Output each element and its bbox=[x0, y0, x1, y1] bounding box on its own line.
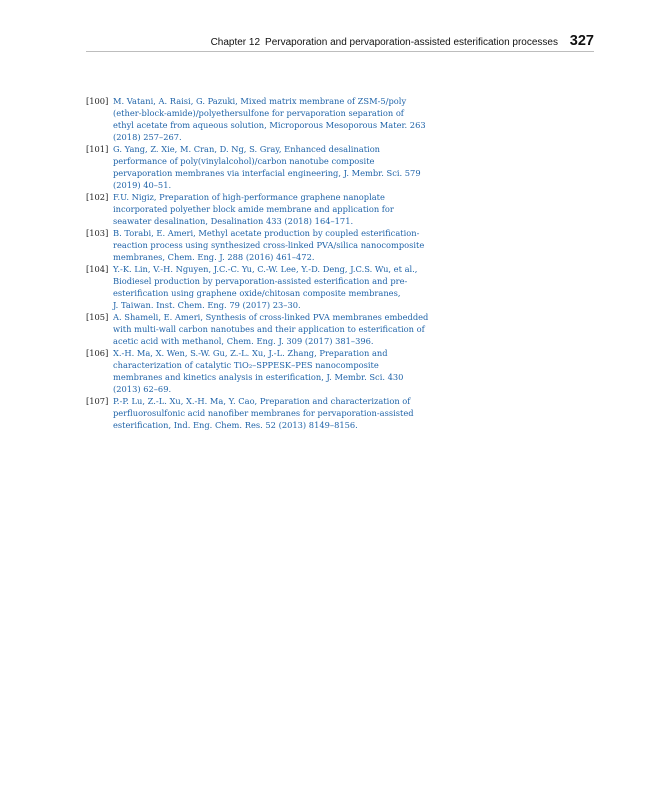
running-title bbox=[211, 37, 558, 48]
reference-text-line: X.-H. Ma, X. Wen, S.-W. Gu, Z.-L. Xu, J.-L. Zhang, Preparation and bbox=[113, 348, 388, 358]
reference-link[interactable] bbox=[113, 143, 446, 191]
reference-text-line: Y.-K. Lin, V.-H. Nguyen, J.C.-C. Yu, C.-W. Lee, Y.-D. Deng, J.C.S. Wu, et al., bbox=[113, 264, 418, 274]
reference-entry bbox=[86, 191, 446, 227]
reference-link[interactable] bbox=[113, 263, 446, 311]
reference-text-line: ethyl acetate from aqueous solution, Microporous Mesoporous Mater. 263 bbox=[113, 120, 426, 130]
reference-text-line: (ether-block-amide)/polyethersulfone for pervaporation separation of bbox=[113, 108, 404, 118]
reference-number: [102] bbox=[86, 192, 109, 202]
reference-entry bbox=[86, 395, 446, 431]
running-header bbox=[86, 33, 594, 52]
reference-text-line: M. Vatani, A. Raisi, G. Pazuki, Mixed matrix membrane of ZSM-5/poly bbox=[113, 96, 407, 106]
reference-text-line: pervaporation membranes via interfacial engineering, J. Membr. Sci. 579 bbox=[113, 168, 421, 178]
reference-link[interactable] bbox=[113, 311, 446, 347]
reference-number: [100] bbox=[86, 96, 109, 106]
reference-entry bbox=[86, 227, 446, 263]
reference-number: [101] bbox=[86, 144, 109, 154]
reference-text-line: esterification using graphene oxide/chitosan composite membranes, bbox=[113, 288, 401, 298]
reference-number: [103] bbox=[86, 228, 109, 238]
reference-link[interactable] bbox=[113, 191, 446, 227]
reference-text-line: membranes and kinetics analysis in esterification, J. Membr. Sci. 430 bbox=[113, 372, 404, 382]
reference-number: [107] bbox=[86, 396, 109, 406]
reference-text-line: seawater desalination, Desalination 433 (2018) 164–171. bbox=[113, 216, 354, 226]
reference-text-line: B. Torabi, E. Ameri, Methyl acetate production by coupled esterification- bbox=[113, 228, 420, 238]
reference-entry bbox=[86, 95, 446, 143]
reference-link[interactable] bbox=[113, 395, 446, 431]
reference-text-line: F.U. Nigiz, Preparation of high-performance graphene nanoplate bbox=[113, 192, 385, 202]
reference-text-line: P.-P. Lu, Z.-L. Xu, X.-H. Ma, Y. Cao, Preparation and characterization of bbox=[113, 396, 411, 406]
reference-text-line: reaction process using synthesized cross-linked PVA/silica nanocomposite bbox=[113, 240, 425, 250]
reference-entry bbox=[86, 311, 446, 347]
reference-entry bbox=[86, 347, 446, 395]
reference-text-line: characterization of catalytic TiO₂–SPPESK–PES nanocomposite bbox=[113, 360, 379, 370]
reference-link[interactable] bbox=[113, 347, 446, 395]
reference-text-line: (2019) 40–51. bbox=[113, 180, 172, 190]
reference-link[interactable] bbox=[113, 227, 446, 263]
page-number: 327 bbox=[569, 33, 594, 49]
chapter-label: Chapter 12 bbox=[210, 37, 261, 48]
reference-text-line: acetic acid with methanol, Chem. Eng. J. 309 (2017) 381–396. bbox=[113, 336, 374, 346]
reference-text-line: incorporated polyether block amide membrane and application for bbox=[113, 204, 394, 214]
reference-text-line: (2013) 62–69. bbox=[113, 384, 172, 394]
reference-number: [104] bbox=[86, 264, 109, 274]
reference-text-line: membranes, Chem. Eng. J. 288 (2016) 461–472. bbox=[113, 252, 315, 262]
reference-entry bbox=[86, 263, 446, 311]
reference-list bbox=[86, 95, 446, 431]
reference-text-line: J. Taiwan. Inst. Chem. Eng. 79 (2017) 23–30. bbox=[113, 300, 301, 310]
chapter-title: Pervaporation and pervaporation-assisted esterification processes bbox=[265, 37, 558, 48]
reference-text-line: with multi-wall carbon nanotubes and their application to esterification of bbox=[113, 324, 425, 334]
reference-entry bbox=[86, 143, 446, 191]
reference-number: [105] bbox=[86, 312, 109, 322]
reference-number: [106] bbox=[86, 348, 109, 358]
reference-text-line: Biodiesel production by pervaporation-assisted esterification and pre- bbox=[113, 276, 408, 286]
reference-text-line: A. Shameli, E. Ameri, Synthesis of cross-linked PVA membranes embedded bbox=[113, 312, 429, 322]
reference-text-line: G. Yang, Z. Xie, M. Cran, D. Ng, S. Gray, Enhanced desalination bbox=[113, 144, 381, 154]
reference-text-line: performance of poly(vinylalcohol)/carbon nanotube composite bbox=[113, 156, 375, 166]
reference-text-line: esterification, Ind. Eng. Chem. Res. 52 (2013) 8149–8156. bbox=[113, 420, 358, 430]
reference-text-line: perfluorosulfonic acid nanofiber membranes for pervaporation-assisted bbox=[113, 408, 414, 418]
reference-text-line: (2018) 257–267. bbox=[113, 132, 182, 142]
reference-link[interactable] bbox=[113, 95, 446, 143]
